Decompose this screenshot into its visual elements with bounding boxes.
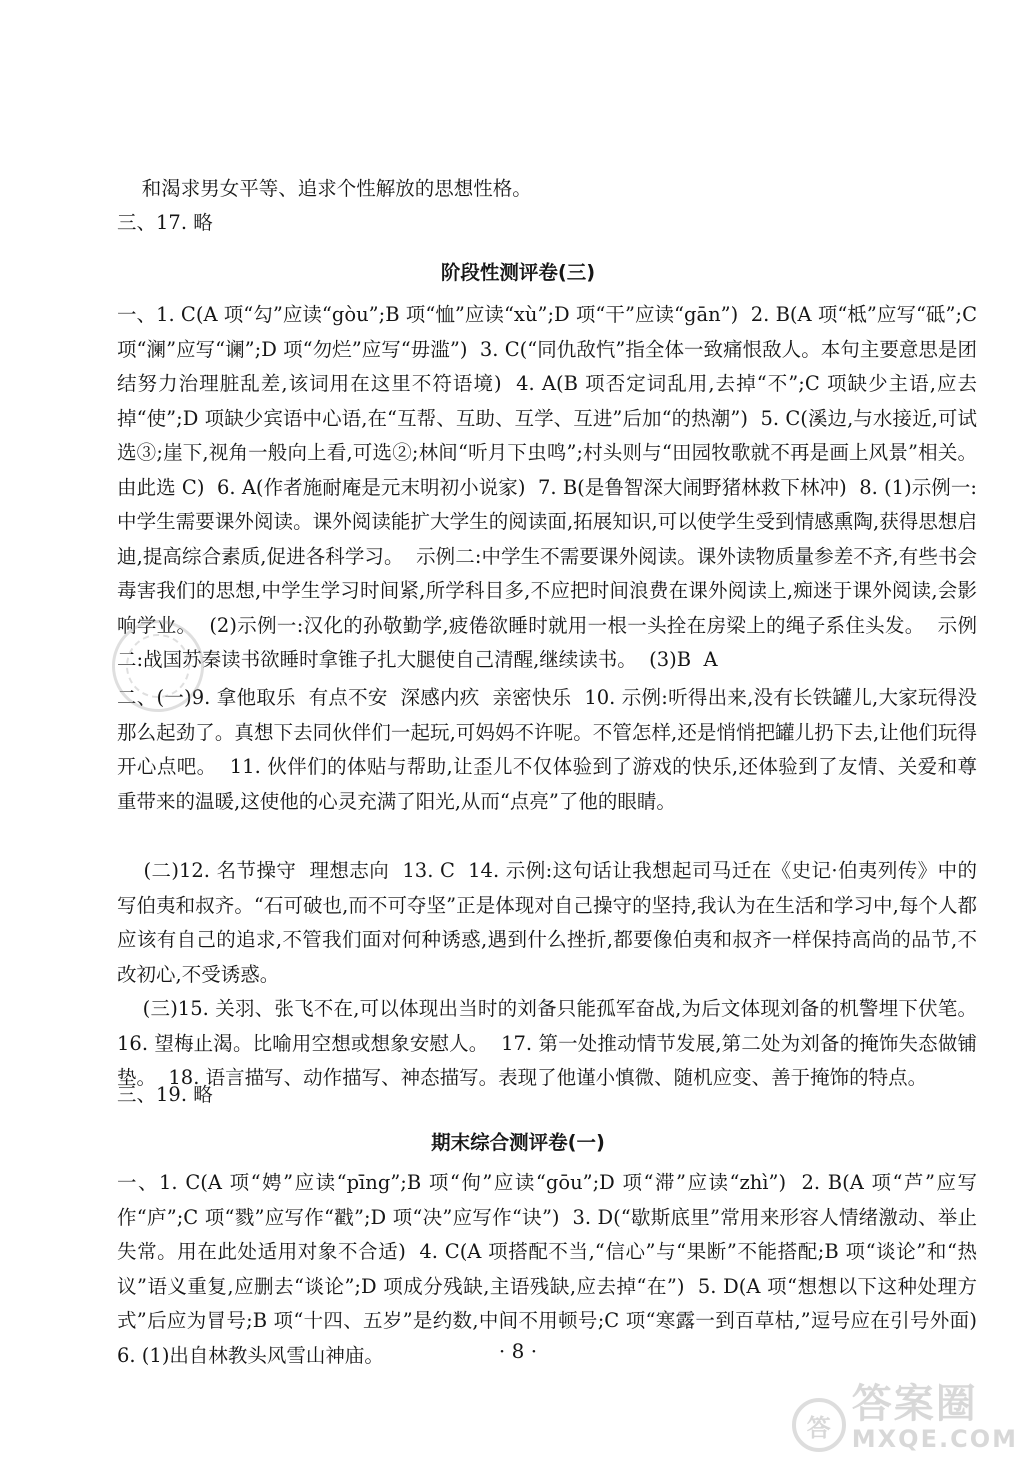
- watermark-logo-icon: 答: [792, 1398, 846, 1452]
- answer-paragraph: 一、1. C(A 项“娉”应读“pīng”;B 项“佝”应读“gōu”;D 项“滞”应读“zhì”) 2. B(A 项“芦”应写作“庐”;C 项“戮”应写作“戳”;D 项“决”应写作“诀”) 3. D(“歇斯底里”常用来形容人情绪激动、举止失常。用在此处适用对象不合适) 4. C(A 项搭配不当,“信心”与“果断”不能搭配;B 项“谈论”和“热议”语义重复,应删去“谈论”;D 项成分残缺,主语残缺,应去掉“在”) 5. D(A 项“想想以下这种处理方式”后应为冒号;B 项“十四、五岁”是约数,中间不用顿号;C 项“寒露一到百草枯,”逗号应在引号外面) 6. (1)出自林教头风雪山神庙。: [117, 1171, 990, 1367]
- watermark-url: MXQE.COM: [851, 1425, 1018, 1453]
- watermark-text: 答案圈: [851, 1381, 978, 1427]
- answer-paragraph: 和渴求男女平等、追求个性解放的思想性格。: [117, 177, 532, 200]
- page-number: · 8 ·: [498, 1339, 538, 1363]
- section-heading: 期末综合测评卷(一): [431, 1131, 605, 1154]
- answer-paragraph: 二、(一)9. 拿他取乐 有点不安 深感内疚 亲密快乐 10. 示例:听得出来,没有长铁罐儿,大家玩得没那么起劲了。真想下去同伙伴们一起玩,可妈妈不许呢。不管怎样,还是悄悄把罐儿扔下去,让他们玩得开心点吧。 11. 伙伴们的体贴与帮助,让歪儿不仅体验到了游戏的快乐,还体验到了友情、关爱和尊重带来的温暖,这使他的心灵充满了阳光,从而“点亮”了他的眼睛。: [117, 686, 977, 813]
- answer-paragraph: (二)12. 名节操守 理想志向 13. C 14. 示例:这句话让我想起司马迁在《史记·伯夷列传》中的写伯夷和叔齐。“石可破也,而不可夺坚”正是体现对自己操守的坚持,我认为在生活和学习中,每个人都应该有自己的追求,不管我们面对何种诱惑,遇到什么挫折,都要像伯夷和叔齐一样保持高尚的品节,不改初心,不受诱惑。: [117, 859, 977, 986]
- answer-paragraph: 一、1. C(A 项“勾”应读“gòu”;B 项“恤”应读“xù”;D 项“干”应读“gān”) 2. B(A 项“柢”应写“砥”;C 项“澜”应写“谰”;D 项“勿烂”应写“毋滥”) 3. C(“同仇敌忾”指全体一致痛恨敌人。本句主要意思是团结努力治理脏乱差,该词用在这里不符语境) 4. A(B 项否定词乱用,去掉“不”;C 项缺少主语,应去掉“使”;D 项缺少宾语中心语,在“互帮、互助、互学、互进”后加“的热潮”) 5. C(溪边,与水接近,可试选③;崖下,视角一般向上看,可选②;林间“听月下虫鸣”;村头则与“田园牧歌就不再是画上风景”相关。由此选 C) 6. A(作者施耐庵是元末明初小说家) 7. B(是鲁智深大闹野猪林救下林冲) 8. (1)示例一:中学生需要课外阅读。课外阅读能扩大学生的阅读面,拓展知识,可以使学生受到情感熏陶,获得思想启迪,提高综合素质,促进各科学习。 示例二:中学生不需要课外阅读。课外读物质量参差不齐,有些书会毒害我们的思想,中学生学习时间紧,所学科目多,不应把时间浪费在课外阅读上,痴迷于课外阅读,会影响学业。 (2)示例一:汉化的孙敬勤学,疲倦欲睡时就用一根一头拴在房梁上的绳子系住头发。 示例二:战国苏秦读书欲睡时拿锥子扎大腿使自己清醒,继续读书。 (3)B A: [117, 303, 984, 671]
- site-watermark: [792, 1382, 1018, 1452]
- answer-paragraph: 三、17. 略: [117, 211, 213, 234]
- section-heading: 阶段性测评卷(三): [440, 261, 596, 284]
- answer-paragraph: 三、19. 略: [117, 1083, 213, 1106]
- answer-paragraph: (三)15. 关羽、张飞不在,可以体现出当时的刘备只能孤军奋战,为后文体现刘备的机警埋下伏笔。 16. 望梅止渴。比喻用空想或想象安慰人。 17. 第一处推动情节发展,第二处为刘备的掩饰失态做铺垫。 18. 语言描写、动作描写、神态描写。表现了他谨小慎微、随机应变、善于掩饰的特点。: [117, 997, 990, 1089]
